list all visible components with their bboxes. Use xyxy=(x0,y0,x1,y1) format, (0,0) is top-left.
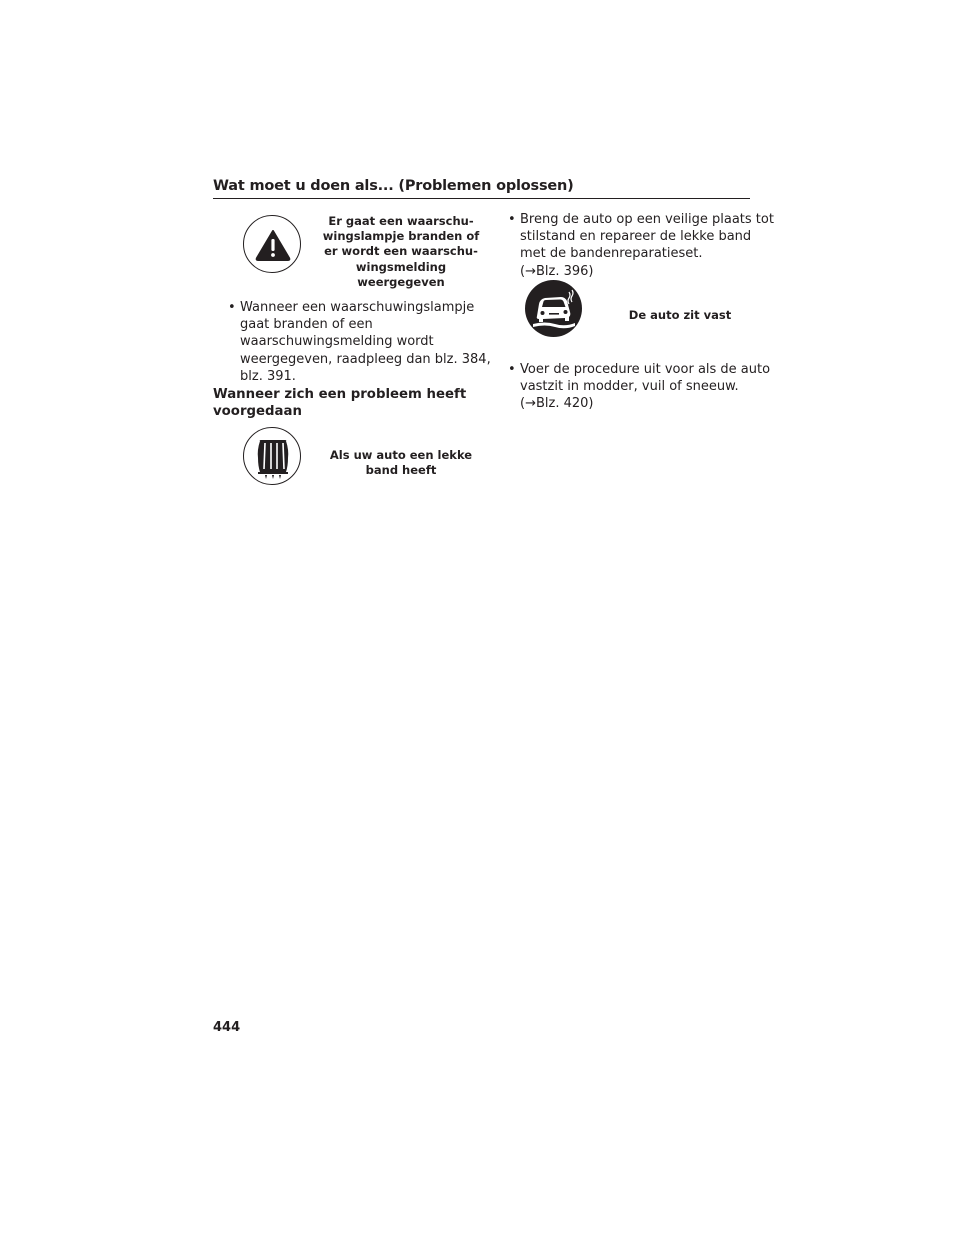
caption-line: wingslampje branden of xyxy=(322,229,480,244)
page-header-title: Wat moet u doen als... (Problemen oplossen) xyxy=(213,178,574,194)
bullet-text-line: (→Blz. 396) xyxy=(520,263,594,279)
bullet-dot: • xyxy=(228,300,236,315)
bullet-text-line: gaat branden of een xyxy=(240,317,373,333)
warning-caption xyxy=(318,214,484,290)
stuck-caption xyxy=(598,308,762,323)
bullet-text-line: vastzit in modder, vuil of sneeuw. xyxy=(520,379,739,395)
bullet-text-line: blz. 391. xyxy=(240,368,296,384)
warning-triangle-icon xyxy=(243,215,301,273)
bullet-text-line: waarschuwingsmelding wordt xyxy=(240,334,434,350)
page-number: 444 xyxy=(213,1020,241,1035)
caption-line: Er gaat een waarschu- xyxy=(328,214,474,228)
bullet-text-line: Wanneer een waarschuwingslampje xyxy=(240,300,475,315)
tire-caption xyxy=(318,448,484,478)
caption-line: band heeft xyxy=(365,463,437,478)
caption-line: er wordt een waarschu- xyxy=(324,244,478,259)
section-heading-line: voorgedaan xyxy=(213,404,302,419)
section-heading xyxy=(213,386,466,420)
section-heading-line: Wanneer zich een probleem heeft xyxy=(213,387,467,402)
bullet-text-line: Breng de auto op een veilige plaats tot xyxy=(520,212,774,227)
bullet-dot: • xyxy=(508,212,516,227)
bullet-text-line: weergegeven, raadpleeg dan blz. 384, xyxy=(240,351,491,367)
bullet-text-line: (→Blz. 420) xyxy=(520,396,594,412)
warning-bullet-item xyxy=(228,299,491,385)
stuck-car-icon xyxy=(525,280,582,337)
bullet-text-line: stilstand en repareer de lekke band xyxy=(520,229,752,245)
caption-line: weergegeven xyxy=(357,274,445,289)
caption-line: Als uw auto een lekke xyxy=(329,448,473,462)
flat-tire-icon xyxy=(243,427,301,485)
bullet-dot: • xyxy=(508,362,516,377)
bullet-text-line: Voer de procedure uit voor als de auto xyxy=(520,362,771,377)
header-divider xyxy=(213,198,750,199)
tire-bullet-item xyxy=(508,211,774,280)
stuck-bullet-item xyxy=(508,361,770,413)
caption-line: wingsmelding xyxy=(355,259,447,274)
bullet-text-line: met de bandenreparatieset. xyxy=(520,246,703,262)
caption-line: De auto zit vast xyxy=(628,308,732,322)
